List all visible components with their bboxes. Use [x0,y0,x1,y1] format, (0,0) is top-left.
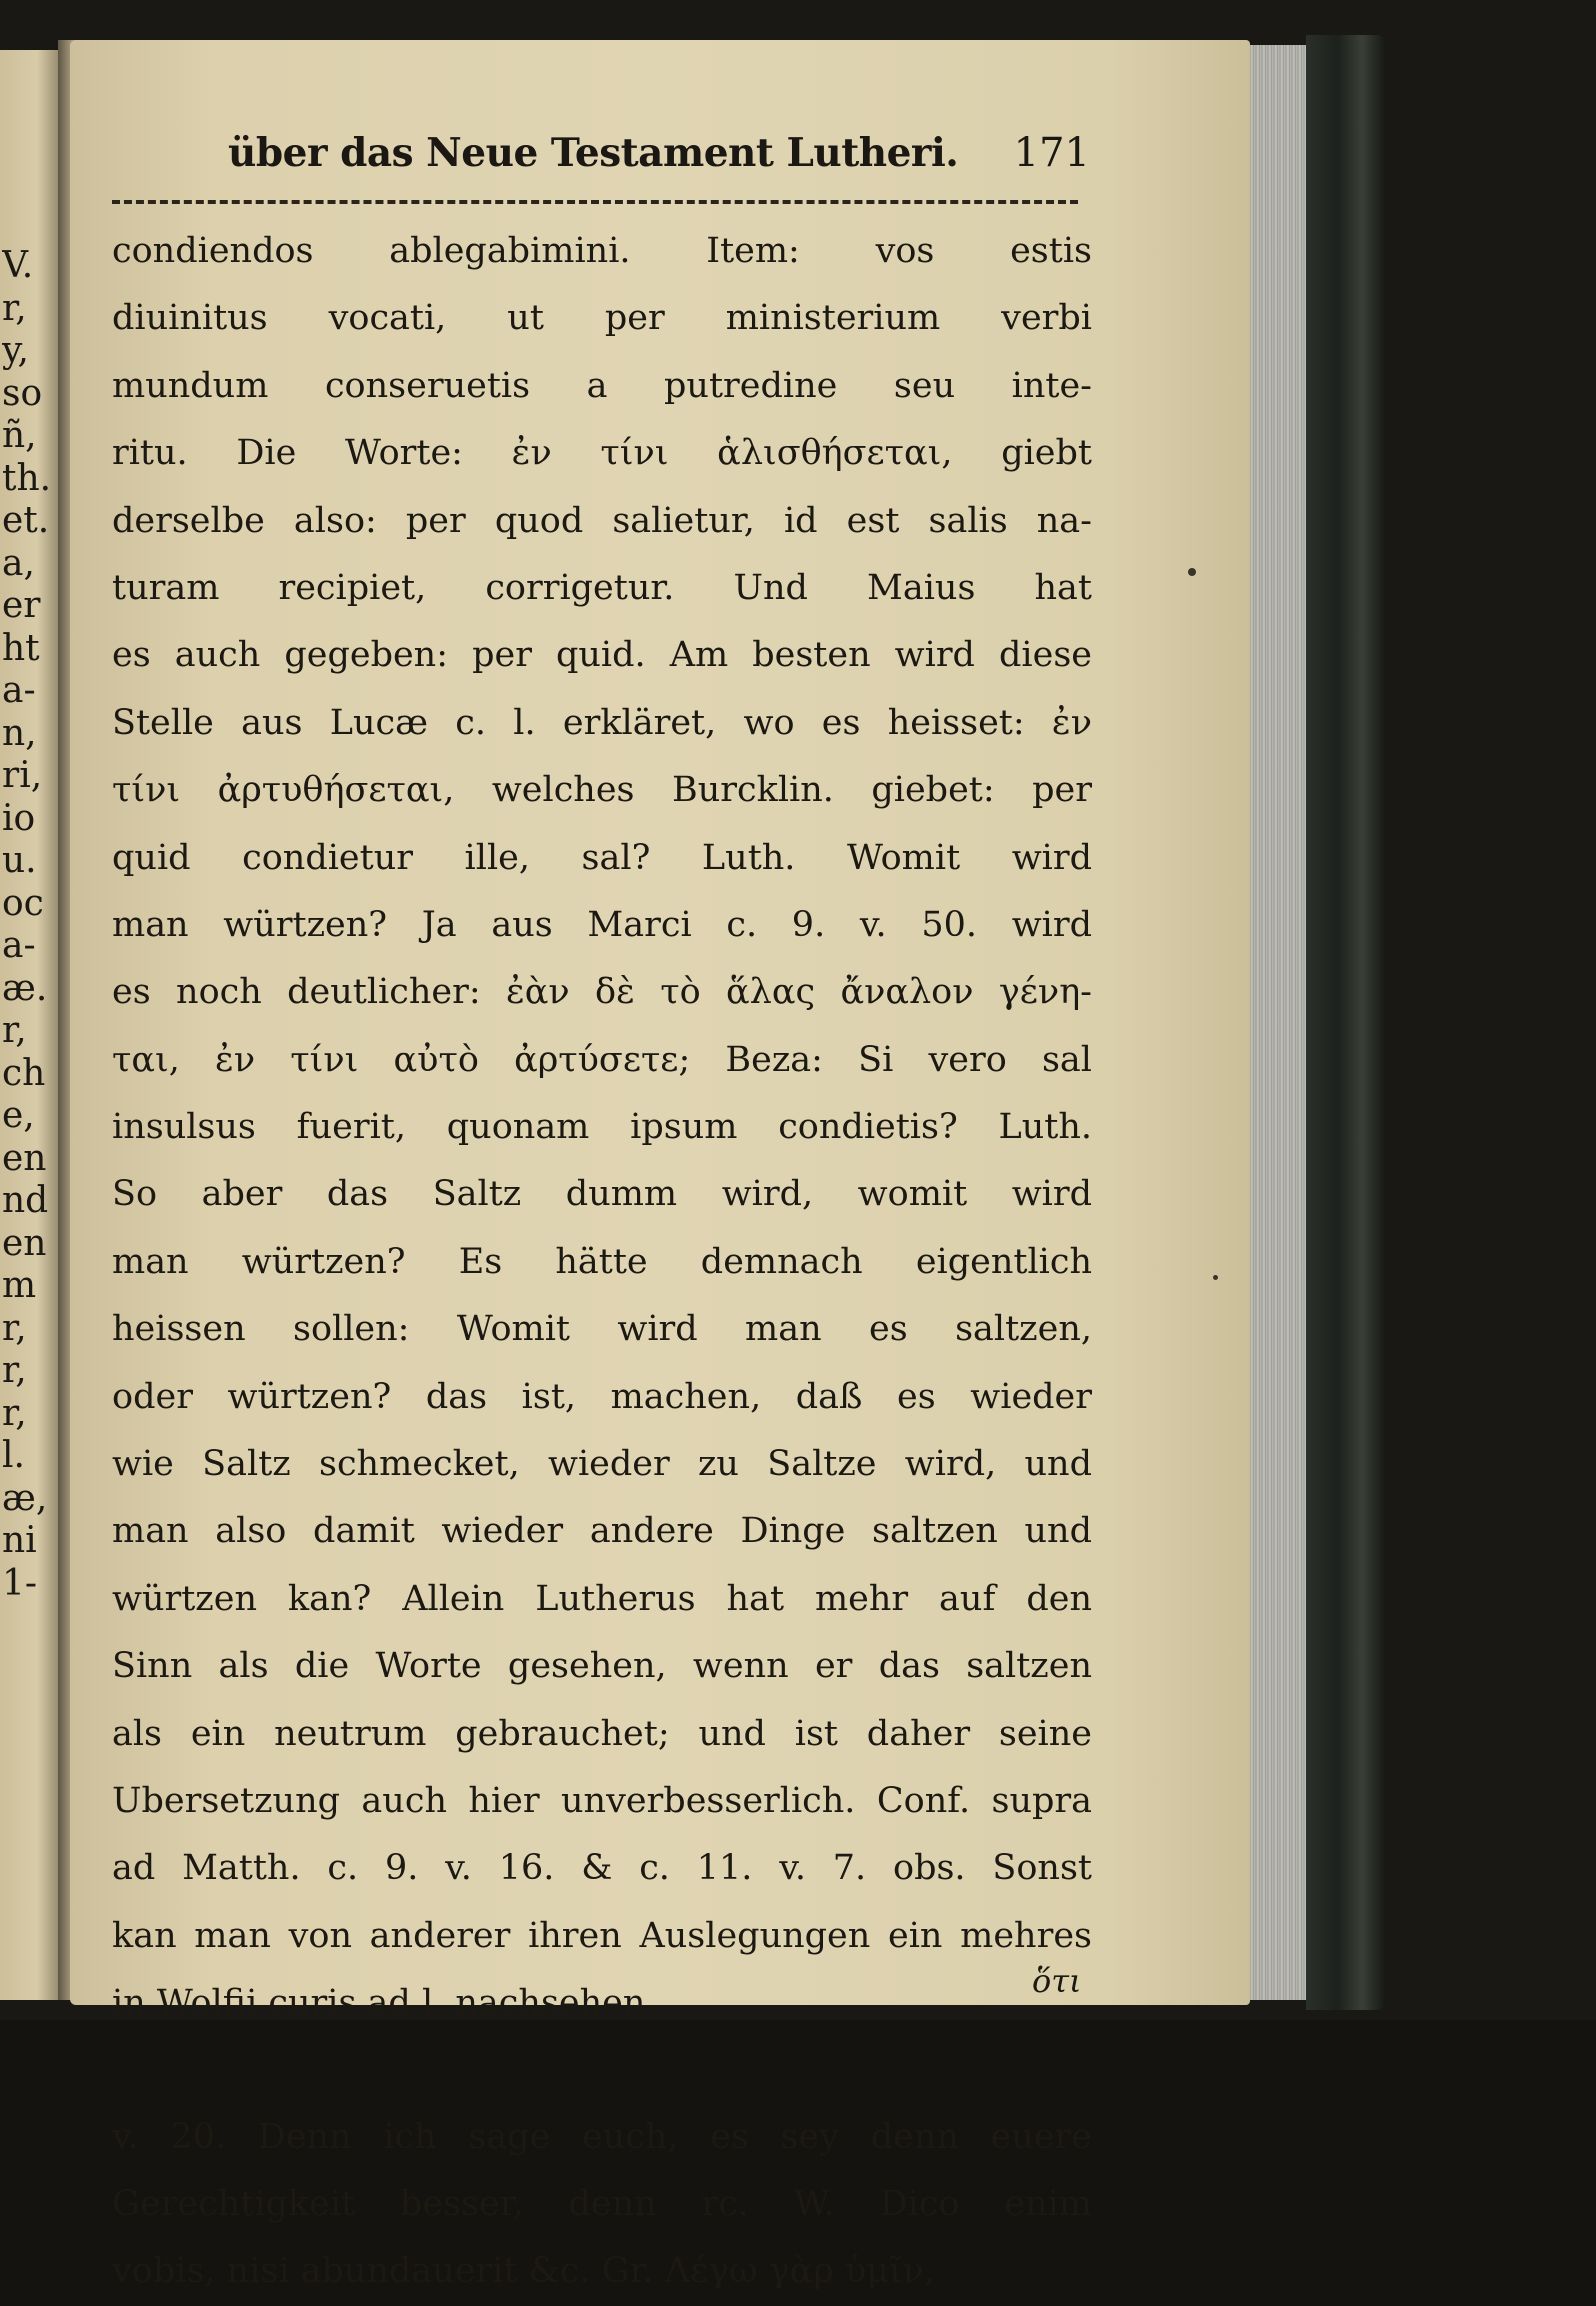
previous-page-fragments [2,245,60,1605]
text-line: als ein neutrum gebrauchet; und ist daher seine [112,1713,1092,1754]
previous-page-fragment: V. [2,245,34,286]
previous-page-fragment: ñ, [2,415,37,456]
text-line: quid condietur ille, sal? Luth. Womit wird [112,837,1092,878]
previous-page-edge [0,50,62,2000]
text-line: es auch gegeben: per quid. Am besten wird diese [112,635,1092,676]
previous-page-fragment: r, [2,1350,27,1391]
text-line: diuinitus vocati, ut per ministerium verbi [112,298,1092,339]
previous-page-fragment: a, [2,542,35,584]
text-line: wie Saltz schmecket, wieder zu Saltze wird, und [112,1444,1092,1485]
previous-page-fragment: en [2,1222,47,1264]
text-line: es noch deutlicher: ἐὰν δὲ τὸ ἅλας ἄναλον γένη- [112,972,1092,1013]
text-line: kan man von anderer ihren Auslegungen ein mehres [112,1915,1092,1956]
previous-page-fragment: 1- [2,1562,38,1604]
text-line: ad Matth. c. 9. v. 16. & c. 11. v. 7. obs. Sonst [112,1848,1092,1889]
text-line: derselbe also: per quod salietur, id est salis na- [112,500,1092,541]
previous-page-fragment: r, [2,1307,27,1349]
previous-page-fragment: io [2,797,36,839]
text-line: heissen sollen: Womit wird man es saltzen, [112,1309,1092,1350]
previous-page-fragment: l. [2,1435,25,1476]
text-line: würtzen kan? Allein Lutherus hat mehr auf den [112,1578,1092,1619]
previous-page-fragment: nd [2,1180,49,1221]
previous-page-fragment: r, [2,1392,27,1434]
page-body [112,218,1092,2306]
previous-page-fragment: a- [2,925,36,966]
paragraph-verse-20 [112,2104,1092,2306]
previous-page-fragment: ni [2,1520,37,1561]
previous-page-fragment: ch [2,1052,46,1094]
text-line: man würtzen? Es hätte demnach eigentlich [112,1241,1092,1282]
paper-speck [1188,568,1196,576]
previous-page-fragment: e, [2,1095,35,1136]
text-line: v. 20. Denn ich sage euch, es sey denn euere [112,2116,1092,2157]
text-line: Gerechtigkeit besser, denn rc. W. Dico enim [112,2183,1092,2224]
text-line: mundum conseruetis a putredine seu inte- [112,365,1092,406]
previous-page-fragment: n, [2,712,37,754]
running-header [228,118,1090,188]
previous-page-fragment: en [2,1137,47,1179]
previous-page-fragment: u. [2,840,37,881]
catchword: ὅτι [1032,1962,1082,2000]
text-line: turam recipiet, corrigetur. Und Maius hat [112,567,1092,608]
text-line: So aber das Saltz dumm wird, womit wird [112,1174,1092,1215]
text-line: Ubersetzung auch hier unverbesserlich. Conf. supra [112,1780,1092,1821]
text-line: in Wolfii curis ad l. nachsehen. [112,1983,657,2024]
previous-page-fragment: oc [2,882,44,924]
previous-page-fragment: a- [2,670,36,711]
text-line: τίνι ἀρτυθήσεται, welches Burcklin. giebet: per [112,770,1092,811]
previous-page-fragment: th. [2,457,52,499]
paper-speck [1213,1275,1218,1280]
previous-page-fragment: ht [2,627,40,669]
paragraph-commentary [112,218,1092,2038]
previous-page-fragment: m [2,1265,37,1306]
text-line: vobis, nisi abundauerit &c. Gr. Λέγω γὰρ ὑμῖν, [112,2251,936,2292]
previous-page-fragment: so [2,372,43,414]
text-line: Stelle aus Lucæ c. l. erkläret, wo es heisset: ἐν [112,702,1092,743]
book-cover [1306,35,1386,2010]
previous-page-fragment: r, [2,1010,27,1051]
previous-page-fragment: et. [2,500,50,541]
page-number: 171 [1013,130,1090,176]
text-line: man also damit wieder andere Dinge saltzen und [112,1511,1092,1552]
previous-page-fragment: æ. [2,967,48,1009]
text-line: condiendos ablegabimini. Item: vos estis [112,231,1092,271]
previous-page-fragment: r, [2,287,27,329]
previous-page-fragment: ri, [2,755,43,796]
text-line: Sinn als die Worte gesehen, wenn er das saltzen [112,1646,1092,1687]
header-rule [112,200,1078,204]
text-line: ται, ἐν τίνι αὐτὸ ἀρτύσετε; Beza: Si vero sal [112,1039,1092,1080]
text-line: ritu. Die Worte: ἐν τίνι ἁλισθήσεται, giebt [112,433,1092,474]
previous-page-fragment: er [2,585,41,626]
running-title: über das Neue Testament Lutheri. [228,130,959,176]
previous-page-fragment: æ, [2,1477,48,1519]
text-line: man würtzen? Ja aus Marci c. 9. v. 50. wird [112,904,1092,945]
text-line: oder würtzen? das ist, machen, daß es wieder [112,1376,1092,1417]
previous-page-fragment: y, [2,330,29,371]
text-line: insulsus fuerit, quonam ipsum condietis? Luth. [112,1107,1092,1148]
